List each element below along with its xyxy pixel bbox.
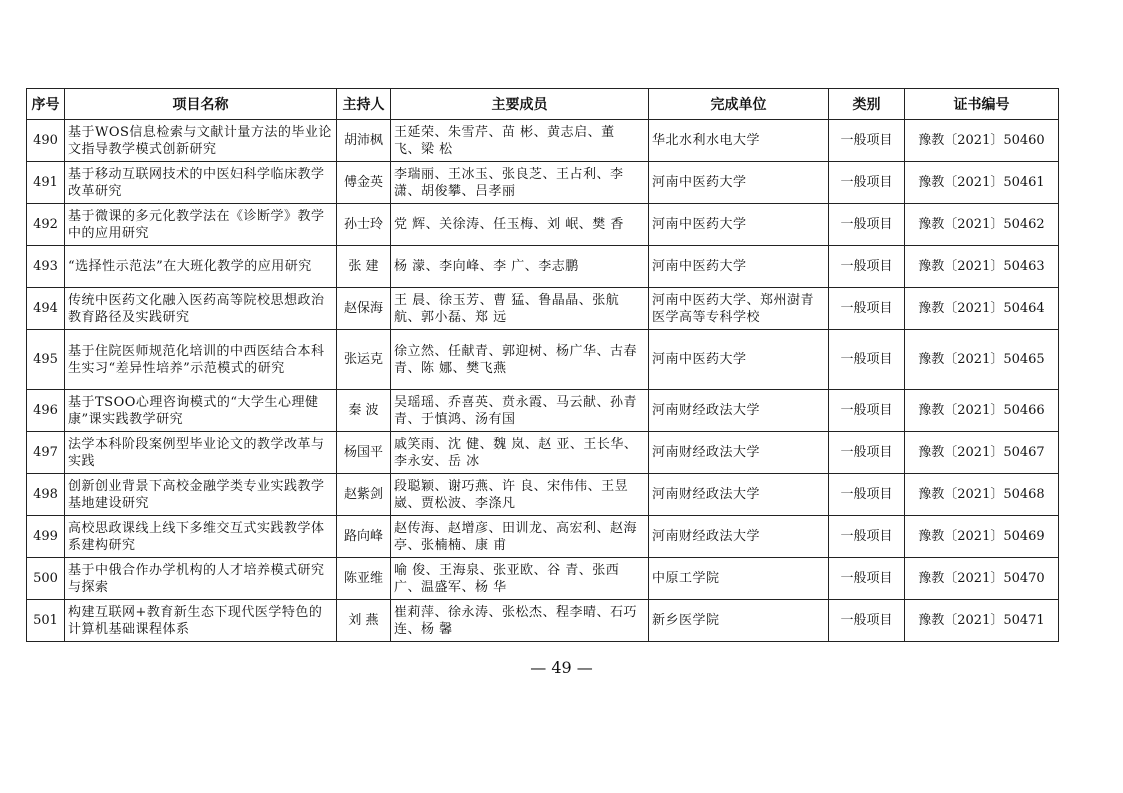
table-row — [27, 162, 1059, 204]
row-project-name: 传统中医药文化融入医药高等院校思想政治教育路径及实践研究 — [65, 288, 337, 330]
table-row — [27, 246, 1059, 288]
row-no: 492 — [27, 204, 65, 246]
row-cert: 豫教〔2021〕50466 — [905, 390, 1059, 432]
table-row — [27, 516, 1059, 558]
header-cert: 证书编号 — [905, 89, 1059, 120]
row-project-name: 法学本科阶段案例型毕业论文的教学改革与实践 — [65, 432, 337, 474]
row-no: 499 — [27, 516, 65, 558]
row-host: 傅金英 — [337, 162, 391, 204]
table-row — [27, 390, 1059, 432]
header-row — [27, 89, 1059, 120]
row-members: 王延荣、朱雪芹、苗 彬、黄志启、董 飞、梁 松 — [391, 120, 649, 162]
row-host: 孙士玲 — [337, 204, 391, 246]
table-row — [27, 558, 1059, 600]
row-members: 段聪颖、谢巧燕、许 良、宋伟伟、王昱崴、贾松波、李涤凡 — [391, 474, 649, 516]
row-category: 一般项目 — [829, 474, 905, 516]
row-unit: 河南中医药大学 — [649, 246, 829, 288]
row-cert: 豫教〔2021〕50470 — [905, 558, 1059, 600]
row-host: 陈亚维 — [337, 558, 391, 600]
row-cert: 豫教〔2021〕50463 — [905, 246, 1059, 288]
row-members: 徐立然、任献青、郭迎树、杨广华、古春青、陈 娜、樊飞燕 — [391, 330, 649, 390]
row-no: 491 — [27, 162, 65, 204]
row-host: 路向峰 — [337, 516, 391, 558]
row-members: 戚笑雨、沈 健、魏 岚、赵 亚、王长华、李永安、岳 冰 — [391, 432, 649, 474]
row-no: 500 — [27, 558, 65, 600]
row-no: 496 — [27, 390, 65, 432]
row-members: 杨 濛、李向峰、李 广、李志鹏 — [391, 246, 649, 288]
row-project-name: 创新创业背景下高校金融学类专业实践教学基地建设研究 — [65, 474, 337, 516]
row-unit: 河南中医药大学 — [649, 162, 829, 204]
row-host: 赵紫剑 — [337, 474, 391, 516]
header-unit: 完成单位 — [649, 89, 829, 120]
row-project-name: 基于微课的多元化教学法在《诊断学》教学中的应用研究 — [65, 204, 337, 246]
table-row — [27, 600, 1059, 642]
row-unit: 河南中医药大学 — [649, 204, 829, 246]
row-unit: 河南中医药大学 — [649, 330, 829, 390]
row-category: 一般项目 — [829, 516, 905, 558]
row-cert: 豫教〔2021〕50469 — [905, 516, 1059, 558]
row-no: 495 — [27, 330, 65, 390]
row-category: 一般项目 — [829, 120, 905, 162]
row-host: 张运克 — [337, 330, 391, 390]
row-category: 一般项目 — [829, 432, 905, 474]
row-project-name: 构建互联网+教育新生态下现代医学特色的计算机基础课程体系 — [65, 600, 337, 642]
row-cert: 豫教〔2021〕50471 — [905, 600, 1059, 642]
table-row — [27, 204, 1059, 246]
header-host: 主持人 — [337, 89, 391, 120]
row-project-name: 基于TSOO心理咨询模式的“大学生心理健康”课实践教学研究 — [65, 390, 337, 432]
row-category: 一般项目 — [829, 600, 905, 642]
row-members: 崔莉萍、徐永涛、张松杰、程李晴、石巧连、杨 馨 — [391, 600, 649, 642]
row-cert: 豫教〔2021〕50461 — [905, 162, 1059, 204]
table-row — [27, 288, 1059, 330]
row-no: 490 — [27, 120, 65, 162]
row-category: 一般项目 — [829, 558, 905, 600]
row-unit: 河南财经政法大学 — [649, 390, 829, 432]
table-row — [27, 474, 1059, 516]
row-category: 一般项目 — [829, 204, 905, 246]
row-members: 王 晨、徐玉芳、曹 猛、鲁晶晶、张航航、郭小磊、郑 远 — [391, 288, 649, 330]
row-cert: 豫教〔2021〕50462 — [905, 204, 1059, 246]
header-no: 序号 — [27, 89, 65, 120]
row-cert: 豫教〔2021〕50468 — [905, 474, 1059, 516]
table-row — [27, 120, 1059, 162]
header-members: 主要成员 — [391, 89, 649, 120]
row-no: 494 — [27, 288, 65, 330]
header-category: 类别 — [829, 89, 905, 120]
project-table — [26, 88, 1059, 642]
row-category: 一般项目 — [829, 288, 905, 330]
row-host: 赵保海 — [337, 288, 391, 330]
row-unit: 河南财经政法大学 — [649, 432, 829, 474]
row-members: 喻 俊、王海泉、张亚欧、谷 青、张西广、温盛军、杨 华 — [391, 558, 649, 600]
row-category: 一般项目 — [829, 246, 905, 288]
row-no: 493 — [27, 246, 65, 288]
row-host: 胡沛枫 — [337, 120, 391, 162]
row-no: 497 — [27, 432, 65, 474]
row-members: 李瑞丽、王冰玉、张良芝、王占利、李 潇、胡俊攀、吕孝丽 — [391, 162, 649, 204]
row-host: 张 建 — [337, 246, 391, 288]
row-cert: 豫教〔2021〕50465 — [905, 330, 1059, 390]
row-project-name: 基于住院医师规范化培训的中西医结合本科生实习“差异性培养”示范模式的研究 — [65, 330, 337, 390]
row-project-name: 高校思政课线上线下多维交互式实践教学体系建构研究 — [65, 516, 337, 558]
row-unit: 新乡医学院 — [649, 600, 829, 642]
row-host: 杨国平 — [337, 432, 391, 474]
header-name: 项目名称 — [65, 89, 337, 120]
row-host: 秦 波 — [337, 390, 391, 432]
row-cert: 豫教〔2021〕50467 — [905, 432, 1059, 474]
row-host: 刘 燕 — [337, 600, 391, 642]
row-category: 一般项目 — [829, 390, 905, 432]
row-project-name: 基于移动互联网技术的中医妇科学临床教学改革研究 — [65, 162, 337, 204]
row-members: 党 辉、关徐涛、任玉梅、刘 岷、樊 香 — [391, 204, 649, 246]
row-unit: 河南中医药大学、郑州澍青医学高等专科学校 — [649, 288, 829, 330]
row-unit: 中原工学院 — [649, 558, 829, 600]
row-unit: 华北水利水电大学 — [649, 120, 829, 162]
row-cert: 豫教〔2021〕50460 — [905, 120, 1059, 162]
row-category: 一般项目 — [829, 162, 905, 204]
page-number: — 49 — — [530, 658, 593, 677]
row-no: 501 — [27, 600, 65, 642]
row-unit: 河南财经政法大学 — [649, 474, 829, 516]
row-project-name: 基于中俄合作办学机构的人才培养模式研究与探索 — [65, 558, 337, 600]
row-project-name: 基于WOS信息检索与文献计量方法的毕业论文指导教学模式创新研究 — [65, 120, 337, 162]
table-row — [27, 330, 1059, 390]
row-members: 赵传海、赵增彦、田训龙、高宏利、赵海亭、张楠楠、康 甫 — [391, 516, 649, 558]
row-category: 一般项目 — [829, 330, 905, 390]
row-project-name: “选择性示范法”在大班化教学的应用研究 — [65, 246, 337, 288]
row-members: 吴瑶瑶、乔喜英、贲永霞、马云献、孙青青、于慎鸿、汤有国 — [391, 390, 649, 432]
row-cert: 豫教〔2021〕50464 — [905, 288, 1059, 330]
row-no: 498 — [27, 474, 65, 516]
table-row — [27, 432, 1059, 474]
row-unit: 河南财经政法大学 — [649, 516, 829, 558]
